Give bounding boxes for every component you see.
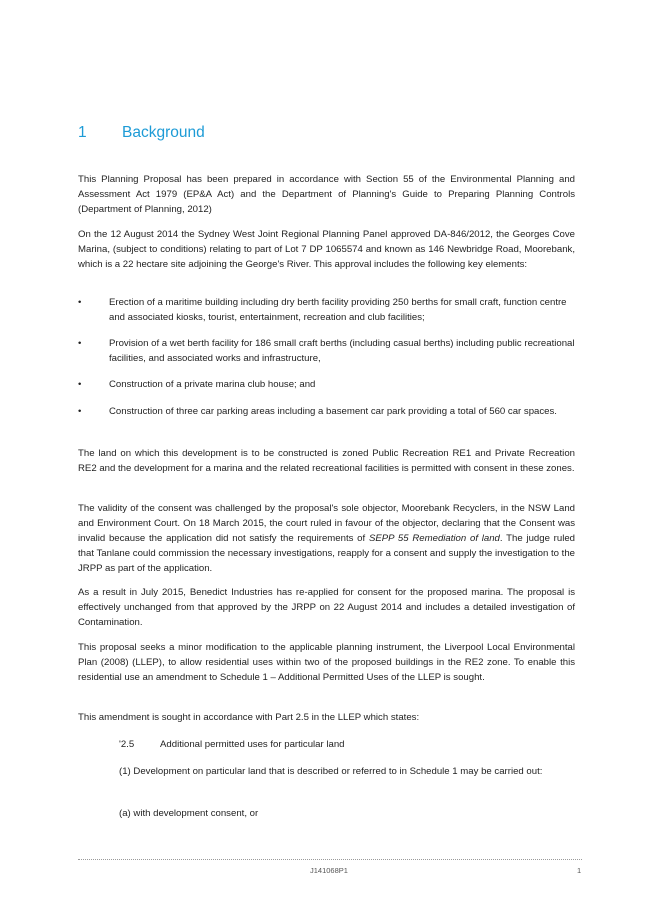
paragraph-reapply: As a result in July 2015, Benedict Industries has re-applied for consent for the proposed marina. The proposal is effectively unchanged from that approved by the JRPP on 22 August 2014 and includes a detailed investigation of Contamination. — [78, 587, 575, 628]
list-item-text: Construction of a private marina club house; and — [109, 379, 316, 390]
paragraph-court — [78, 501, 575, 576]
quote-heading — [119, 737, 575, 752]
paragraph-proposal: This proposal seeks a minor modification to the applicable planning instrument, the Liverpool Local Environmental Plan (2008) (LLEP), to allow residential uses within two of the proposed buildings in the RE2 zone. To enable this residential use an amendment to Schedule 1 – Additional Permitted Uses of the LLEP is sought. — [78, 642, 575, 683]
page-number: 1 — [577, 866, 582, 875]
list-item-text: Construction of three car parking areas including a basement car park providing a total of 560 car spaces. — [109, 406, 557, 417]
paragraph-approval: On the 12 August 2014 the Sydney West Joint Regional Planning Panel approved DA-846/2012, the Georges Cove Marina, (subject to conditions) relating to part of Lot 7 DP 1065574 and known as 146 Newbridge Road, Moorebank, which is a 22 hectare site adjoining the George's River. This approval includes the following key elements: — [78, 229, 575, 270]
bullet-icon: • — [78, 379, 82, 390]
paragraph-amendment: This amendment is sought in accordance with Part 2.5 in the LLEP which states: — [78, 712, 420, 723]
section-title: Background — [122, 124, 205, 141]
quote-item: (1) Development on particular land that is described or referred to in Schedule 1 may be carried out: — [119, 766, 543, 777]
quote-item: (a) with development consent, or — [119, 808, 259, 819]
footer-reference: J141068P1 — [310, 866, 348, 875]
list-item-text: Erection of a maritime building including dry berth facility providing 250 berths for small craft, function centre and associated kiosks, tourist, entertainment, recreation and club facilities; — [109, 297, 567, 323]
quote-title: Additional permitted uses for particular land — [160, 739, 345, 750]
bullet-icon: • — [78, 338, 82, 349]
court-text-italic: SEPP 55 Remediation of land — [368, 533, 500, 544]
court-text-end: . The judge ruled that Tanlane could commission the necessary investigations, reapply for a consent and supply the investigation to the JRPP as part of the application. — [78, 533, 575, 574]
list-item-text: Provision of a wet berth facility for 186 small craft berths (including casual berths) including public recreational facilities, and associated works and infrastructure, — [109, 338, 575, 364]
bullet-icon: • — [78, 297, 82, 308]
court-text-start: The validity of the consent was challenged by the proposal's sole objector, Moorebank Recyclers, in the NSW Land and Environment Court. On 18 March 2015, the court ruled in favour of the objector, declaring that the Consent was invalid because the application did not satisfy the requirements of — [78, 503, 575, 544]
bullet-icon: • — [78, 406, 82, 417]
section-heading — [78, 124, 205, 142]
paragraph-intro: This Planning Proposal has been prepared in accordance with Section 55 of the Environmental Planning and Assessment Act 1979 (EP&A Act) and the Department of Planning's Guide to Preparing Planning Controls (Department of Planning, 2012) — [78, 174, 575, 215]
paragraph-zoning: The land on which this development is to be constructed is zoned Public Recreation RE1 and Private Recreation RE2 and the development for a marina and the related recreational facilities is permitted with consent in these zones. — [78, 448, 575, 474]
section-number: 1 — [78, 124, 87, 141]
quote-number: '2.5 — [119, 739, 135, 750]
footer-divider — [78, 859, 582, 860]
